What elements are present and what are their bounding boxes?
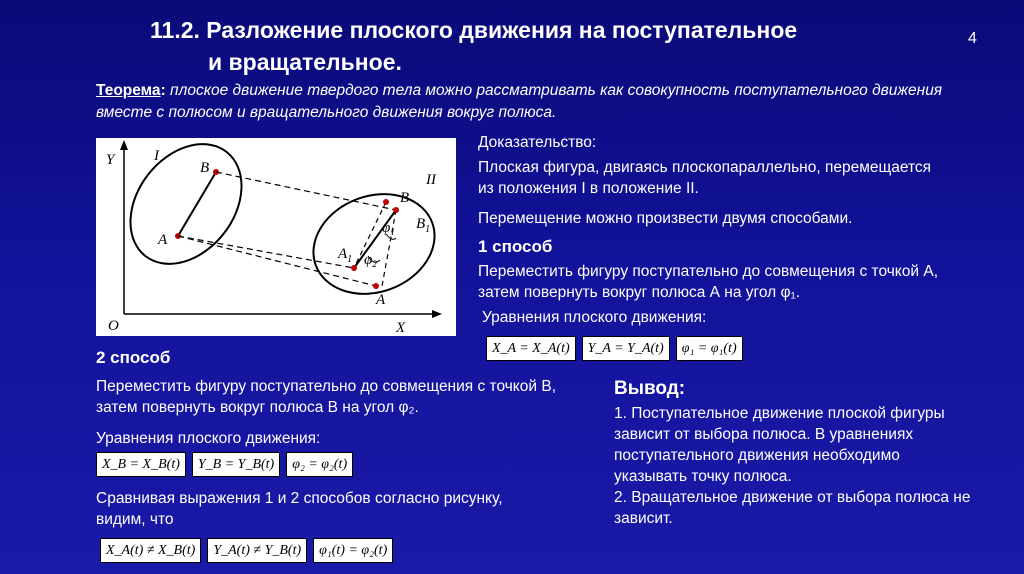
motion-diagram-svg: [96, 138, 456, 336]
equality-phi: φ₁(t) = φ₂(t): [313, 538, 393, 563]
slide-title-line1: 11.2. Разложение плоского движения на поступательное: [150, 17, 798, 43]
point-b1-label: $B_1$: [416, 216, 431, 235]
ellipse-position-1: [108, 138, 265, 286]
y-axis-label: Y: [106, 152, 115, 168]
ellipse-position-2: [299, 178, 448, 311]
comparison-equations: [100, 538, 393, 563]
segment-ab-1: [178, 172, 216, 236]
equation-phi1: φ₁ = φ₁(t): [676, 336, 743, 361]
motion-diagram: [96, 138, 456, 336]
slide-title-line2: и вращательное.: [208, 49, 402, 75]
conclusion-paragraph-1: 1. Поступательное движение плоской фигуры зависит от выбора полюса. В уравнениях поступательного движения необходимо указывать точку полюса.: [614, 405, 945, 485]
method-2-equations: [96, 452, 353, 477]
method-1-eq-label: Уравнения плоского движения:: [482, 309, 707, 326]
method-1-text: Переместить фигуру поступательно до совмещения с точкой А, затем повернуть вокруг полюса А на угол φ₁.: [478, 263, 938, 301]
point-a-label: A: [158, 232, 168, 248]
inequality-x: X_A(t) ≠ X_B(t): [100, 538, 201, 563]
point-b-right: [383, 199, 389, 205]
position-1-label: I: [154, 148, 159, 164]
point-a1-label: $A_1$: [338, 246, 353, 265]
page-number: 4: [968, 30, 977, 47]
position-2-label: II: [426, 172, 436, 188]
proof-heading: Доказательство:: [478, 134, 597, 151]
equation-xb: X_B = X_B(t): [96, 452, 186, 477]
origin-label: O: [108, 318, 119, 334]
theorem-text: плоское движение твердого тела можно рассматривать как совокупность поступательного движения вместе с полюсом и вращательного движения вокруг полюса.: [96, 82, 943, 121]
method-1-equations: [486, 336, 743, 361]
slide-title: [150, 14, 797, 78]
proof-paragraph-1: Плоская фигура, двигаясь плоскопараллельно, перемещается из положения I в положение II.: [478, 159, 932, 197]
conclusion-block: [614, 378, 974, 529]
x-axis-label: X: [396, 320, 406, 336]
conclusion-paragraph-2: 2. Вращательное движение от выбора полюса не зависит.: [614, 489, 971, 527]
inequality-y: Y_A(t) ≠ Y_B(t): [207, 538, 307, 563]
phi1-label: $\varphi_1$: [382, 220, 395, 237]
point-b-label: B: [200, 160, 210, 176]
conclusion-heading: Вывод:: [614, 378, 686, 399]
point-a1: [351, 265, 357, 271]
equation-phi2: φ₂ = φ₂(t): [286, 452, 353, 477]
method-2-heading: 2 способ: [96, 348, 171, 367]
y-axis-arrow: [120, 140, 128, 150]
dash-b-to-b1: [216, 172, 396, 210]
theorem-block: [96, 80, 946, 124]
phi2-label: $\varphi_2$: [364, 252, 377, 269]
point-a-right-label: A: [376, 292, 386, 308]
x-axis-arrow: [432, 310, 442, 318]
point-b-right-label: B: [400, 190, 410, 206]
proof-paragraph-2: Перемещение можно произвести двумя способами.: [478, 210, 853, 227]
theorem-label: Теорема: [96, 82, 161, 99]
method-2-text: Переместить фигуру поступательно до совмещения с точкой В, затем повернуть вокруг полюса В на угол φ₂.: [96, 378, 556, 416]
equation-yb: Y_B = Y_B(t): [192, 452, 280, 477]
point-a-right: [373, 283, 379, 289]
method-2-eq-label: Уравнения плоского движения:: [96, 430, 321, 447]
equation-xa: X_A = X_A(t): [486, 336, 576, 361]
theorem-colon: :: [160, 82, 166, 99]
point-b1: [393, 207, 399, 213]
comparison-text: Сравнивая выражения 1 и 2 способов согласно рисунку, видим, что: [96, 490, 503, 528]
equation-ya: Y_A = Y_A(t): [582, 336, 670, 361]
method-1-heading: 1 способ: [478, 237, 553, 256]
